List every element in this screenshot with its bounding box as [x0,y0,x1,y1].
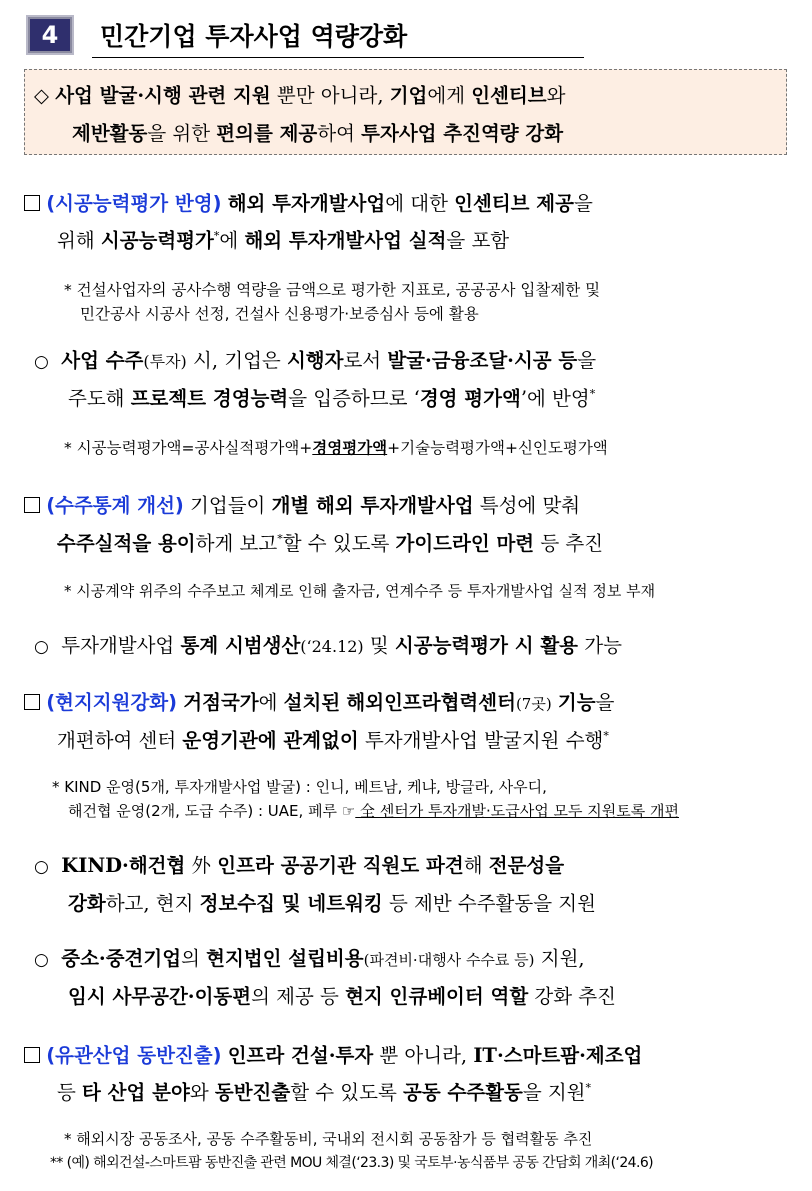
s4-text: IT·스마트팜·제조업 [473,1044,643,1067]
s1-sub-text: (투자) [143,352,187,371]
s1-sub-text: 경영 평가액 [419,387,521,410]
s3-note-text: 해건협 운영(2개, 도급 수주) : UAE, 페루 [68,802,342,820]
s3-text: 기능 [557,691,596,714]
s3-sub-text: 하고, 현지 [105,892,200,915]
summary-text: 을 위한 [147,122,217,145]
s1-sub-text: 로서 [343,349,388,372]
s1-text: 에 [219,229,245,252]
s3-sub-text: (파견비·대행사 수수료 등) [363,951,535,969]
s2-text: 개별 해외 투자개발사업 [271,494,474,517]
s3-sub-text: 강화 [68,892,106,915]
s1-text: 해외 투자개발사업 실적 [244,229,447,252]
checkbox-square-icon [24,1047,40,1063]
s3-line-2 [57,725,609,753]
s1-sub-text: 주도해 [68,387,131,410]
summary-text: 에게 [427,84,472,107]
s2-note-1: * 시공계약 위주의 수주보고 체계로 인해 출자금, 연계수주 등 투자개발사업 실적 정보 부재 [64,582,656,600]
summary-text: 제반활동 [72,122,148,145]
s2-text: 수주실적을 용이 [57,532,196,555]
s3-sub-text: 해 [463,854,489,877]
s3-sub-text: 강화 추진 [528,985,616,1008]
s2-sub-text: 투자개발사업 [61,634,181,657]
title-underline [92,57,584,58]
s4-text: 할 수 있도록 [290,1081,403,1104]
s2-text: 할 수 있도록 [282,532,396,555]
s1-note-3 [64,436,608,458]
s1-sub-text: 을 [577,349,597,372]
s2-line-1 [24,490,580,518]
s1-note-emph: 경영평가액 [312,439,388,457]
section-title: 민간기업 투자사업 역량강화 [100,22,408,51]
s3-sub-text: 外 [185,854,218,877]
s1-sub-text: 을 입증하므로 ‘ [288,387,420,410]
s1-text: 에 대한 [385,192,455,215]
circle-bullet-icon: ○ [34,637,49,657]
summary-text: 하여 [317,122,362,145]
s3-text: 개편하여 센터 [57,729,183,752]
summary-text: 투자사업 추진역량 강화 [361,122,564,145]
s3-sub-text: 지원, [534,947,585,970]
s1-text: 해외 투자개발사업 [227,192,386,215]
checkbox-square-icon [24,195,40,211]
s4-text: 을 지원 [522,1081,586,1104]
s2-tag: (수주통계 개선) [46,494,184,517]
s4-line-2 [57,1077,591,1105]
s1-tag: (시공능력평가 반영) [46,192,222,215]
summary-text: 기업 [389,84,428,107]
s1-note-text: * 시공능력평가액=공사실적평가액+ [64,439,313,457]
s3-text: 투자개발사업 발굴지원 수행 [358,729,604,752]
s4-text: 와 [189,1081,215,1104]
summary-text: 뿐만 아니라, [270,84,390,107]
s3-sub-text: 정보수집 및 네트워킹 [199,892,383,915]
summary-text: 사업 발굴·시행 관련 지원 [55,84,271,107]
s3-sub-text: 현지법인 설립비용 [206,947,364,970]
s3-text: 거점국가 [183,691,259,714]
s1-text: 시공능력평가 [100,229,214,252]
s4-line-1 [24,1040,642,1068]
circle-bullet-icon: ○ [34,352,49,372]
checkbox-square-icon [24,497,40,513]
diamond-icon: ◇ [34,84,49,107]
checkbox-square-icon [24,694,40,710]
s3-sub-text: 인프라 공공기관 직원도 파견 [217,854,464,877]
s3-text: 설치된 [283,691,341,714]
s1-sub-text: 시행자 [286,349,344,372]
summary-line-1 [34,80,565,108]
footnote-mark: * [603,729,609,743]
s2-sub-text: 시공능력평가 시 활용 [394,634,579,657]
pointing-hand-icon: ☞ [341,802,356,820]
s2-sub-text: 통계 시범생산 [180,634,301,657]
s4-note-2: ** (예) 해외건설-스마트팜 동반진출 관련 MOU 체결(‘23.3) 및 국토부·농식품부 공동 간담회 개최(‘24.6) [50,1155,653,1171]
footnote-mark: * [589,387,596,401]
s3-sub1-line-2 [68,888,596,916]
s1-sub-line-2 [68,383,595,411]
s2-text: 특성에 맞춰 [473,494,581,517]
s2-text: 하게 보고 [195,532,278,555]
s2-text: 기업들이 [183,494,272,517]
s1-sub-line-1 [34,345,596,373]
s3-text: 에 [258,691,284,714]
s2-sub-text: (‘24.12) [300,637,364,656]
s4-text: 등 [57,1081,83,1104]
s3-line-1 [24,687,614,715]
s2-sub-text: 가능 [578,634,622,657]
circle-bullet-icon: ○ [34,950,49,970]
footnote-mark: * [585,1081,592,1095]
s3-sub1-line-1 [34,850,564,878]
s2-sub-line-1 [34,630,622,658]
s1-sub-text: 발굴·금융조달·시공 등 [387,349,578,372]
s3-sub-text: 전문성을 [488,854,565,877]
circle-bullet-icon: ○ [34,857,49,877]
s4-note-1: * 해외시장 공동조사, 공동 수주활동비, 국내외 전시회 공동참가 등 협력활동 추진 [64,1130,593,1148]
s3-tag: (현지지원강화) [46,691,178,714]
s3-sub-text: KIND·해건협 [61,854,186,877]
s3-sub-text: 의 제공 등 [251,985,346,1008]
s1-note-2: 민간공사 시공사 선정, 건설사 신용평가·보증심사 등에 활용 [80,305,479,323]
s2-sub-text: 및 [363,634,395,657]
s4-text: 인프라 건설·투자 [227,1044,374,1067]
s3-note-emph: 全 센터가 투자개발·도급사업 모두 지원토록 개편 [355,802,679,820]
s1-line-2 [57,225,509,253]
s4-text: 타 산업 분야 [82,1081,190,1104]
s1-note-text: +기술능력평가액+신인도평가액 [387,439,608,457]
s3-sub2-line-1 [34,943,585,971]
summary-line-2 [72,118,563,146]
s4-text: 뿐 아니라, [373,1044,474,1067]
s1-sub-text: 프로젝트 경영능력 [130,387,289,410]
section-number-badge: 4 [26,15,74,55]
s2-line-2 [57,528,603,556]
s2-text: 가이드라인 마련 [395,532,535,555]
s3-text: (7곳) [515,695,552,713]
s1-text: 을 포함 [446,229,510,252]
s3-sub-text: 등 제반 수주활동을 지원 [382,892,596,915]
summary-text: 편의를 제공 [216,122,318,145]
s1-text: 위해 [57,229,101,252]
s1-text: 인센티브 제공 [454,192,574,215]
s3-sub-text: 임시 사무공간·이동편 [68,985,252,1008]
footnote-mark: * [213,229,220,243]
s3-note-1: * KIND 운영(5개, 투자개발사업 발굴) : 인니, 베트남, 케냐, 방글라, 사우디, [52,778,547,796]
s3-text: 을 [595,691,615,714]
summary-text: 와 [546,84,566,107]
s3-text: 해외인프라협력센터 [346,691,516,714]
s1-line-1 [24,188,593,216]
s4-text: 동반진출 [214,1081,291,1104]
s4-tag: (유관산업 동반진출) [46,1044,222,1067]
s1-sub-text: 시, 기업은 [186,349,287,372]
s1-sub-text: 사업 수주 [61,349,144,372]
summary-text: 인센티브 [471,84,547,107]
s2-text: 등 추진 [534,532,604,555]
s3-sub-text: 중소·중견기업 [61,947,182,970]
s3-text: 운영기관에 관계없이 [182,729,359,752]
s1-text: 을 [573,192,593,215]
s1-note-1: * 건설사업자의 공사수행 역량을 금액으로 평가한 지표로, 공공공사 입찰제한 및 [64,281,601,299]
s4-text: 공동 수주활동 [403,1081,523,1104]
footnote-mark: * [277,532,283,546]
s3-sub-text: 의 [181,947,207,970]
s3-note-2 [68,800,679,821]
s3-sub2-line-2 [68,981,616,1009]
s1-sub-text: ’에 반영 [520,387,590,410]
s3-sub-text: 현지 인큐베이터 역할 [345,985,529,1008]
